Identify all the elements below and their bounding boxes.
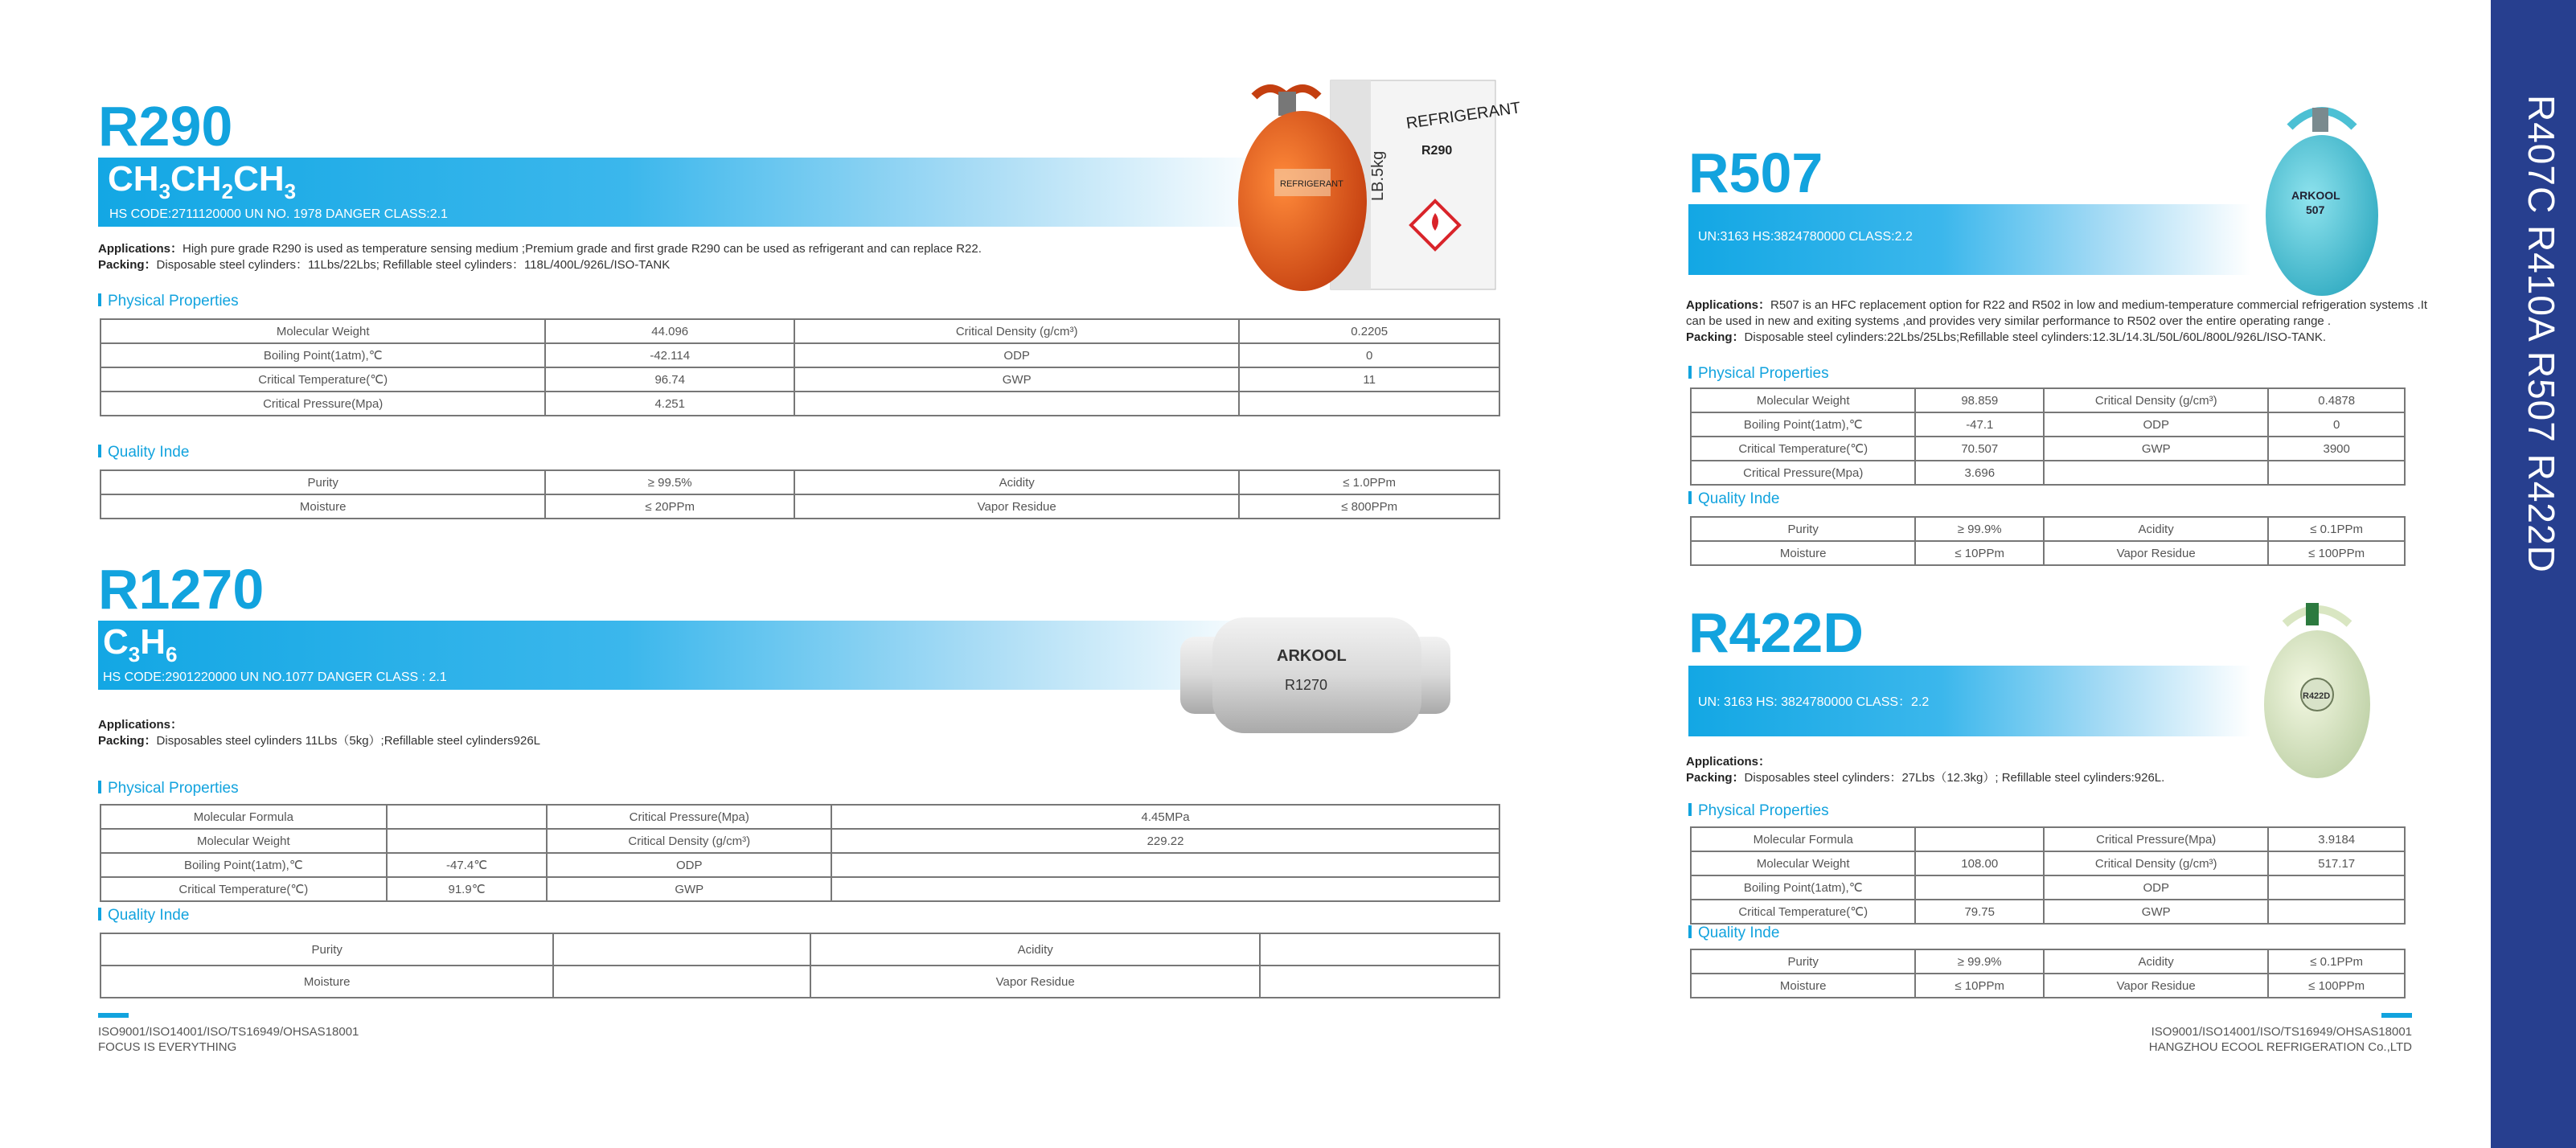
r422d-physical-table <box>1690 826 2406 925</box>
r290-product-image <box>1230 80 1522 297</box>
orange-cylinder <box>1238 111 1367 291</box>
table-row: Molecular Formula Critical Pressure(Mpa) 3.9184 <box>1691 827 2405 851</box>
cylinder-brand: ARKOOL <box>2291 189 2340 202</box>
r507-title: R507 <box>1688 141 1823 204</box>
r290-physical-table <box>100 318 1500 416</box>
table-row: Critical Pressure(Mpa) 3.696 <box>1691 461 2405 485</box>
r422d-product-image <box>2253 592 2381 777</box>
r1270-quality-table <box>100 933 1500 998</box>
table-row: Critical Temperature(℃) 79.75 GWP <box>1691 900 2405 924</box>
r290-quality-table <box>100 469 1500 519</box>
table-row: Moisture ≤ 20PPm Vapor Residue ≤ 800PPm <box>100 494 1499 519</box>
r1270-description: Applications： Packing：Disposables steel cylinders 11Lbs（5kg）;Refillable steel cylinders926L <box>98 718 540 748</box>
r422d-physical-heading: Physical Properties <box>1688 802 1829 820</box>
r422d-codes: UN: 3163 HS: 3824780000 CLASS：2.2 <box>1698 695 1930 709</box>
grey-cylinder <box>1212 617 1421 733</box>
table-row: Critical Temperature(℃) 91.9℃ GWP <box>100 877 1499 901</box>
r507-banner <box>1688 204 2251 275</box>
cylinder-brand: ARKOOL <box>1277 647 1347 665</box>
table-row: Purity Acidity <box>100 933 1499 966</box>
r1270-physical-heading: Physical Properties <box>98 780 239 797</box>
r507-codes: UN:3163 HS:3824780000 CLASS:2.2 <box>1698 230 1913 244</box>
cylinder-valve <box>2312 108 2328 132</box>
footer-left-bar <box>98 1013 129 1018</box>
r290-title: R290 <box>98 95 233 158</box>
r1270-banner <box>98 621 1272 690</box>
r422d-title: R422D <box>1688 601 1864 664</box>
r290-banner <box>98 158 1272 227</box>
r507-quality-table <box>1690 516 2406 566</box>
cylinder-label: REFRIGERANT <box>1280 179 1343 189</box>
r422d-banner <box>1688 666 2251 736</box>
r290-description: Applications：High pure grade R290 is used as temperature sensing medium ;Premium grade and first grade R290 can be used as refrigerant and can replace R22. Packing：Disposable steel cylinders：11Lbs/22Lbs; Refillable steel cylinders：118L/400L/926L/ISO-TANK <box>98 242 982 272</box>
table-row: Molecular Weight 44.096 Critical Density (g/cm³) 0.2205 <box>100 319 1499 343</box>
table-row: Boiling Point(1atm),℃ -42.114 ODP 0 <box>100 343 1499 367</box>
r507-description: Applications：R507 is an HFC replacement option for R22 and R502 in low and medium-temperature commercial refrigeration systems .It can be used in new and exiting systems ,and provides very similar performance to R502 over the entire operating range . Packing：Disposable steel cylinders:22Lbs/25Lbs;Refillable steel cylinders:12.3L/14.3L/50L/60L/800L/926L/ISO-TANK. <box>1686 298 2428 344</box>
box-code: R290 <box>1421 144 1453 158</box>
r422d-quality-heading: Quality Inde <box>1688 925 1779 942</box>
table-row: Molecular Weight Critical Density (g/cm³) 229.22 <box>100 829 1499 853</box>
cylinder-valve <box>2306 603 2319 625</box>
box-weight: LB.5kg <box>1369 150 1387 201</box>
r1270-codes: HS CODE:2901220000 UN NO.1077 DANGER CLASS : 2.1 <box>103 670 447 684</box>
box-label: REFRIGERANT <box>1405 99 1522 133</box>
r290-codes: HS CODE:2711120000 UN NO. 1978 DANGER CLASS:2.1 <box>109 207 448 221</box>
cylinder-code: R422D <box>2303 691 2331 701</box>
table-row: Critical Temperature(℃) 70.507 GWP 3900 <box>1691 437 2405 461</box>
footer-left: ISO9001/ISO14001/ISO/TS16949/OHSAS18001 FOCUS IS EVERYTHING <box>98 1025 359 1054</box>
r1270-quality-heading: Quality Inde <box>98 907 189 925</box>
table-row: Critical Temperature(℃) 96.74 GWP 11 <box>100 367 1499 392</box>
footer-right-bar <box>2381 1013 2412 1018</box>
r1270-formula: $C_3H_6$ <box>103 622 178 666</box>
r290-quality-heading: Quality Inde <box>98 444 189 461</box>
r290-formula: $CH_3CH_2CH_3$ <box>108 159 297 203</box>
r290-physical-heading: Physical Properties <box>98 293 239 310</box>
footer-right: ISO9001/ISO14001/ISO/TS16949/OHSAS18001 HANGZHOU ECOOL REFRIGERATION Co.,LTD <box>2148 1025 2412 1054</box>
cylinder-code: R1270 <box>1285 677 1328 693</box>
table-row: Molecular Formula Critical Pressure(Mpa) 4.45MPa <box>100 805 1499 829</box>
table-row: Boiling Point(1atm),℃ -47.4℃ ODP <box>100 853 1499 877</box>
r507-product-image <box>2258 95 2386 296</box>
r507-physical-table <box>1690 387 2406 486</box>
r1270-physical-table <box>100 804 1500 902</box>
table-row: Molecular Weight 98.859 Critical Density (g/cm³) 0.4878 <box>1691 388 2405 412</box>
table-row: Boiling Point(1atm),℃ ODP <box>1691 875 2405 900</box>
table-row: Purity ≥ 99.9% Acidity ≤ 0.1PPm <box>1691 949 2405 974</box>
table-row: Moisture ≤ 10PPm Vapor Residue ≤ 100PPm <box>1691 974 2405 998</box>
r422d-quality-table <box>1690 949 2406 998</box>
table-row: Molecular Weight 108.00 Critical Density (g/cm³) 517.17 <box>1691 851 2405 875</box>
r507-physical-heading: Physical Properties <box>1688 365 1829 383</box>
sidebar-product-list: R407C R410A R507 R422D <box>2521 95 2562 573</box>
table-row: Purity ≥ 99.9% Acidity ≤ 0.1PPm <box>1691 517 2405 541</box>
r422d-description: Applications： Packing：Disposables steel cylinders：27Lbs（12.3kg）; Refillable steel cylinders:926L. <box>1686 755 2165 785</box>
cylinder-code: 507 <box>2306 203 2325 216</box>
r507-quality-heading: Quality Inde <box>1688 490 1779 508</box>
r1270-title: R1270 <box>98 558 265 621</box>
table-row: Boiling Point(1atm),℃ -47.1 ODP 0 <box>1691 412 2405 437</box>
table-row: Purity ≥ 99.5% Acidity ≤ 1.0PPm <box>100 470 1499 494</box>
table-row: Moisture ≤ 10PPm Vapor Residue ≤ 100PPm <box>1691 541 2405 565</box>
table-row: Critical Pressure(Mpa) 4.251 <box>100 392 1499 416</box>
table-row: Moisture Vapor Residue <box>100 966 1499 998</box>
